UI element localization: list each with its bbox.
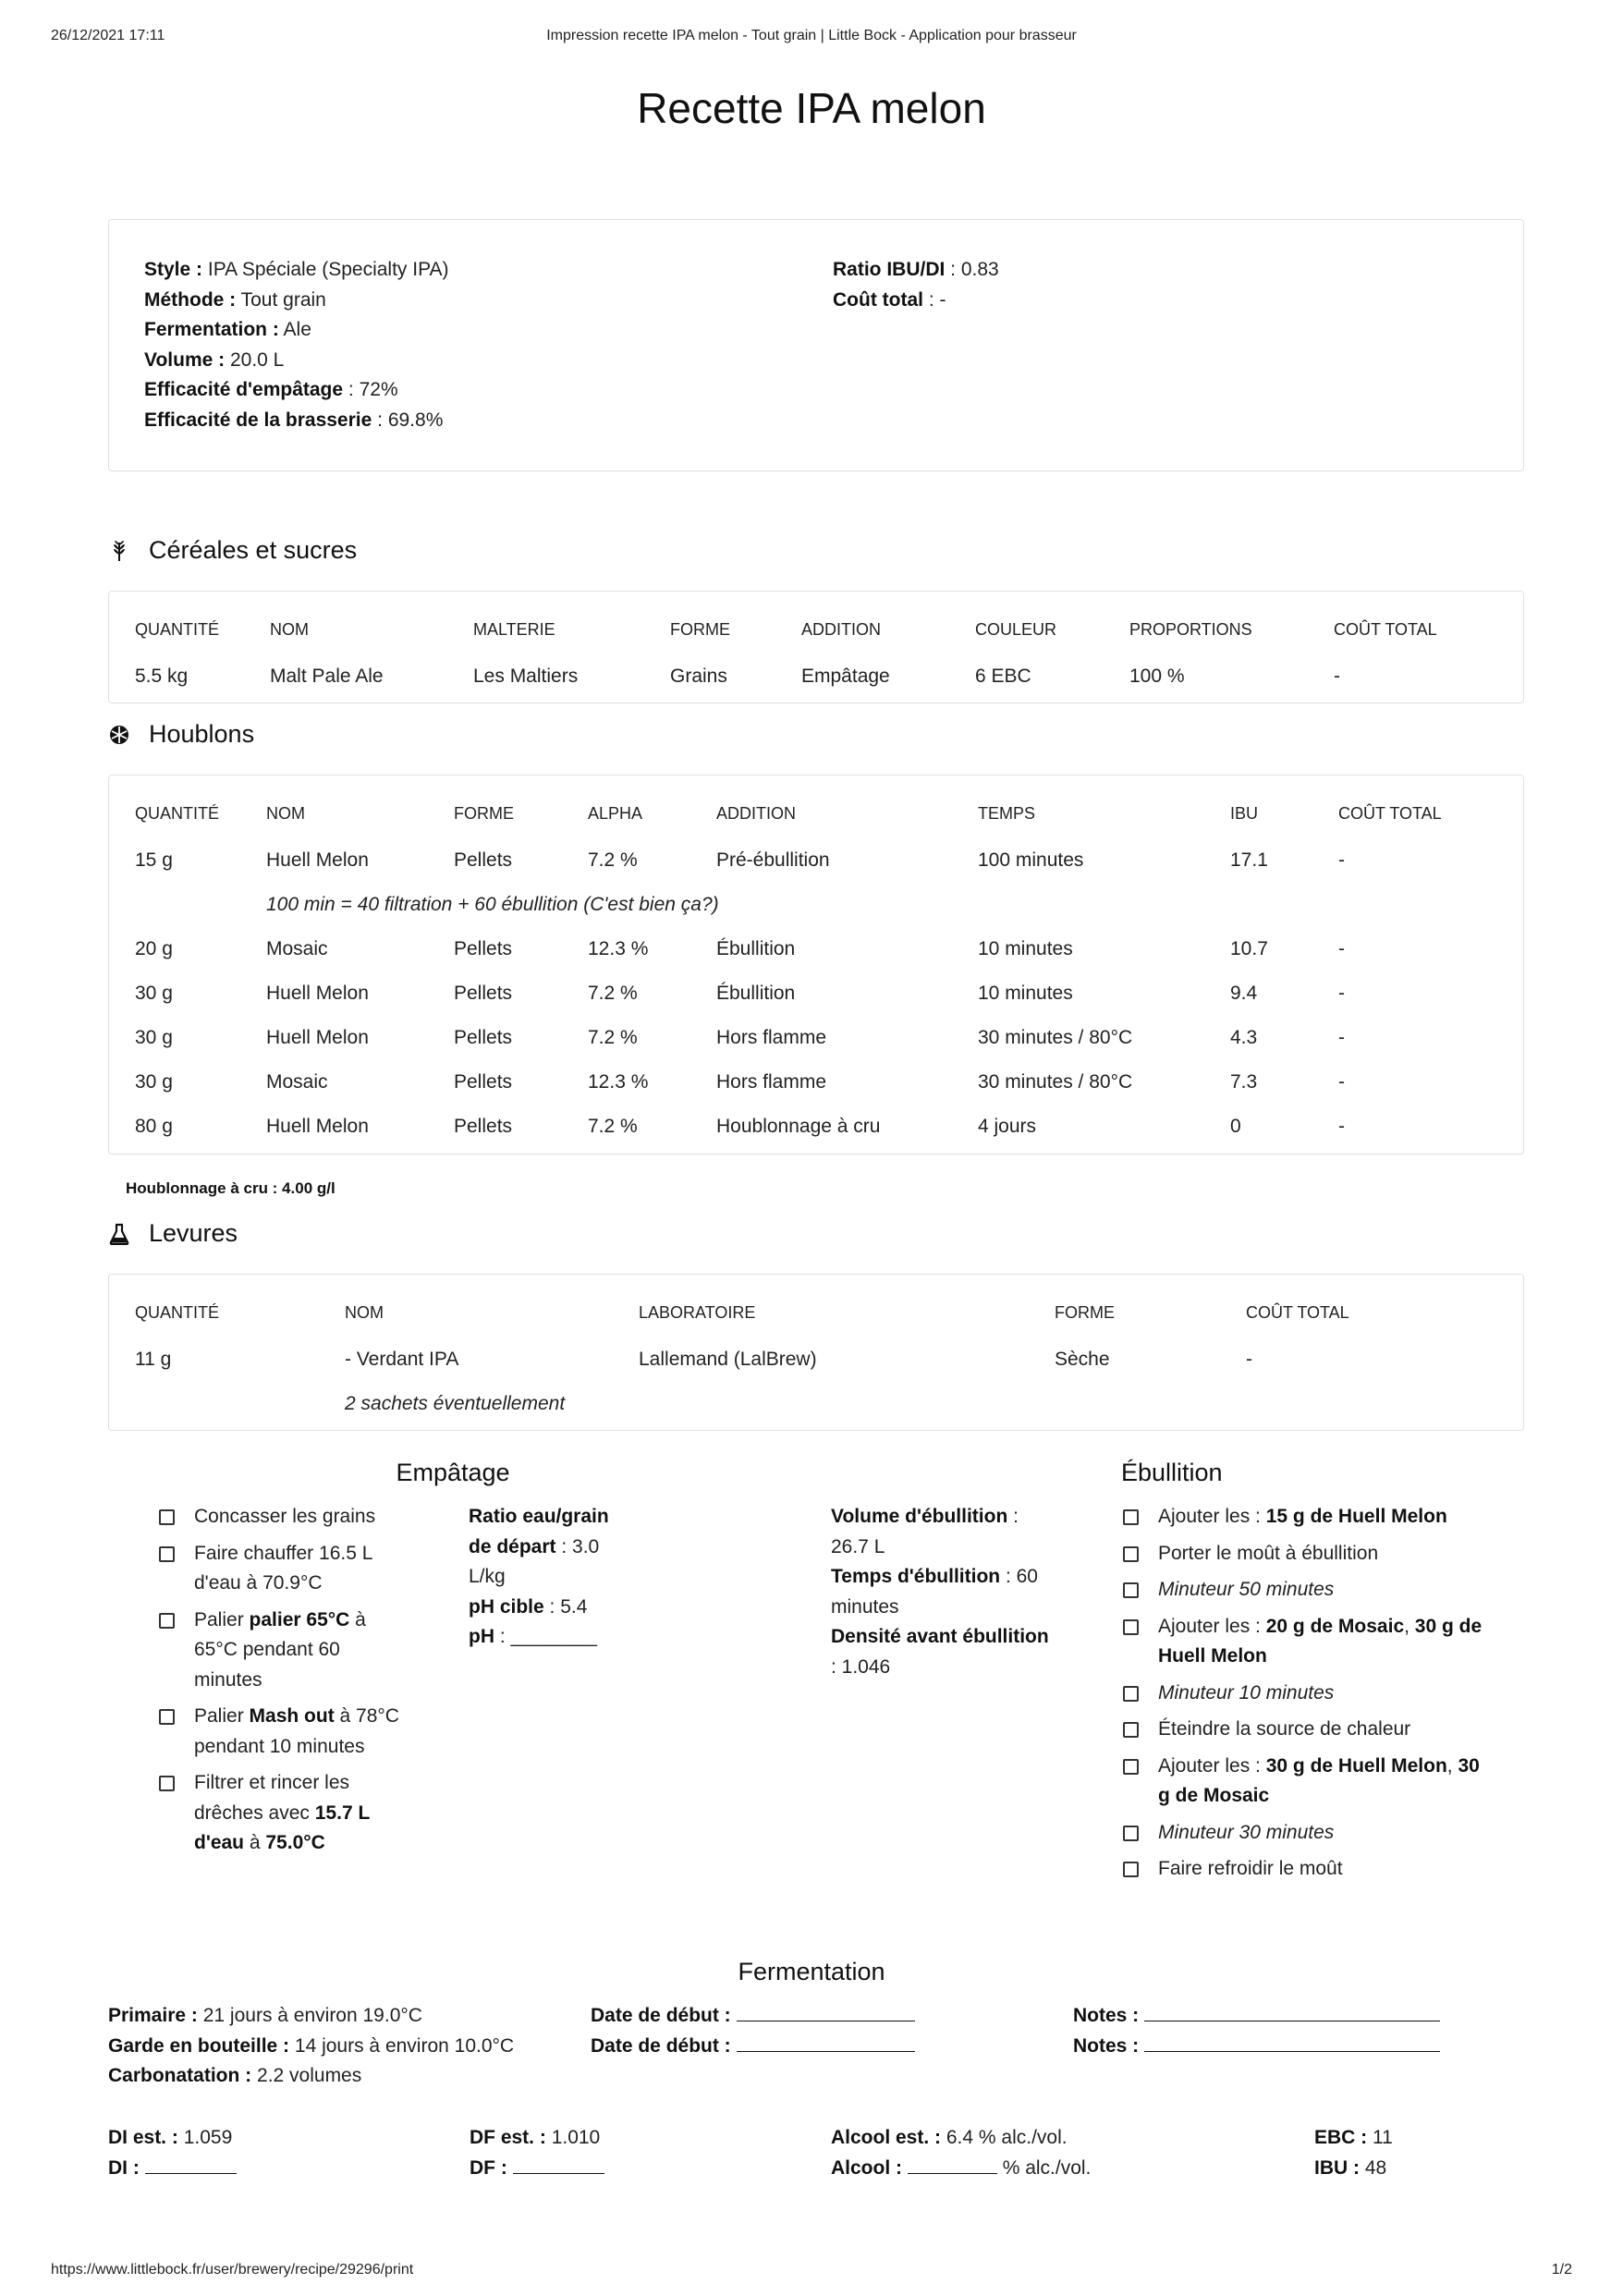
fermentation-primary: Primaire : 21 jours à environ 19.0°C bbox=[108, 2005, 422, 2026]
date-blank[interactable] bbox=[737, 2035, 915, 2052]
boil-step: Minuteur 10 minutes bbox=[1123, 1679, 1493, 1709]
table-note-row bbox=[109, 1382, 1523, 1426]
yeasts-title: Levures bbox=[149, 1219, 238, 1247]
bottle-start-date: Date de début : bbox=[591, 2032, 960, 2062]
mash-ph: pH : ________ bbox=[469, 1626, 597, 1647]
wheat-icon bbox=[108, 539, 130, 563]
primary-start-date: Date de début : bbox=[591, 2001, 960, 2032]
step-checkbox[interactable] bbox=[159, 1546, 175, 1562]
boil-step: Ajouter les : 30 g de Huell Melon, 30 g de Mosaic bbox=[1123, 1752, 1493, 1812]
step-checkbox[interactable] bbox=[159, 1613, 175, 1629]
ebc-value: EBC : 11 bbox=[1314, 2127, 1393, 2148]
mash-ratio: Ratio eau/grain de départ : 3.0 L/kg bbox=[469, 1506, 609, 1587]
cereals-section-title bbox=[108, 536, 357, 565]
column-header: NOM bbox=[345, 1302, 384, 1322]
column-header: ADDITION bbox=[801, 619, 882, 639]
boil-step: Ajouter les : 20 g de Mosaic, 30 g de Huell Melon bbox=[1123, 1612, 1493, 1672]
hop-note: 100 min = 40 filtration + 60 ébullition (C'est bien ça?) bbox=[266, 894, 719, 915]
print-datetime: 26/12/2021 17:11 bbox=[51, 28, 165, 43]
table-row: 30 g Huell Melon Pellets 7.2 % Hors flamme 30 minutes / 80°C 4.3 - bbox=[135, 1027, 1345, 1048]
column-header: COULEUR bbox=[975, 619, 1057, 639]
table-row: 80 g Huell Melon Pellets 7.2 % Houblonnage à cru 4 jours 0 - bbox=[135, 1116, 1345, 1137]
mash-title: Empâtage bbox=[396, 1459, 510, 1486]
boil-step: Éteindre la source de chaleur bbox=[1123, 1715, 1493, 1745]
stat-di bbox=[108, 2123, 385, 2183]
table-row: 11 g - Verdant IPA Lallemand (LalBrew) Sèche - bbox=[135, 1349, 1252, 1370]
column-header: ALPHA bbox=[588, 803, 643, 823]
hops-title: Houblons bbox=[149, 720, 255, 748]
step-checkbox[interactable] bbox=[1123, 1582, 1139, 1598]
mash-step: Concasser les grains bbox=[159, 1502, 409, 1533]
table-note-row bbox=[109, 883, 1523, 927]
mash-step: Palier palier 65°C à 65°C pendant 60 minutes bbox=[159, 1606, 409, 1696]
mash-step: Filtrer et rincer les drêches avec 15.7 L d'eau à 75.0°C bbox=[159, 1768, 409, 1859]
info-column-left bbox=[144, 255, 449, 435]
primary-notes: Notes : bbox=[1073, 2001, 1517, 2032]
column-header: COÛT TOTAL bbox=[1246, 1302, 1349, 1322]
column-header: COÛT TOTAL bbox=[1338, 803, 1442, 823]
di-estimated: DI est. : 1.059 bbox=[108, 2127, 233, 2148]
info-ratio: Ratio IBU/DI : 0.83 bbox=[833, 259, 999, 280]
column-header: ADDITION bbox=[716, 803, 797, 823]
column-header: LABORATOIRE bbox=[639, 1302, 756, 1322]
column-header: COÛT TOTAL bbox=[1334, 619, 1437, 639]
flask-icon bbox=[108, 1222, 130, 1246]
table-row: 5.5 kg Malt Pale Ale Les Maltiers Grains Empâtage 6 EBC 100 % - bbox=[135, 666, 1340, 687]
hops-table bbox=[109, 788, 1523, 1149]
boil-step: Faire refroidir le moût bbox=[1123, 1854, 1493, 1885]
info-cost: Coût total : - bbox=[833, 288, 946, 311]
boil-step: Minuteur 30 minutes bbox=[1123, 1818, 1493, 1849]
info-volume: Volume : 20.0 L bbox=[144, 348, 285, 371]
info-style: Style : IPA Spéciale (Specialty IPA) bbox=[144, 259, 449, 280]
recipe-title: Recette IPA melon bbox=[637, 84, 986, 132]
step-checkbox[interactable] bbox=[1123, 1509, 1139, 1525]
info-brewery-efficiency: Efficacité de la brasserie : 69.8% bbox=[144, 409, 444, 431]
boil-title: Ébullition bbox=[1121, 1459, 1223, 1486]
notes-blank[interactable] bbox=[1144, 2005, 1440, 2021]
alcohol-blank[interactable] bbox=[908, 2157, 997, 2174]
column-header: NOM bbox=[270, 619, 309, 639]
table-header-row bbox=[109, 1288, 1523, 1337]
column-header: QUANTITÉ bbox=[135, 803, 220, 823]
info-method: Méthode : Tout grain bbox=[144, 288, 326, 311]
column-header: QUANTITÉ bbox=[135, 1302, 220, 1322]
stat-df bbox=[470, 2123, 747, 2183]
yeast-note: 2 sachets éventuellement bbox=[345, 1393, 566, 1414]
column-header: FORME bbox=[454, 803, 514, 823]
yeasts-section-title bbox=[108, 1219, 238, 1248]
dry-hop-rate: Houblonnage à cru : 4.00 g/l bbox=[126, 1179, 336, 1197]
boil-time: Temps d'ébullition : 60 minutes bbox=[831, 1566, 1038, 1618]
print-header bbox=[51, 28, 1572, 48]
column-header: NOM bbox=[266, 803, 305, 823]
step-checkbox[interactable] bbox=[1123, 1619, 1139, 1635]
step-checkbox[interactable] bbox=[1123, 1862, 1139, 1877]
table-row: 20 g Mosaic Pellets 12.3 % Ébullition 10 minutes 10.7 - bbox=[135, 938, 1345, 959]
mash-checklist bbox=[159, 1502, 409, 1865]
info-column-right bbox=[833, 255, 999, 315]
stat-alcohol bbox=[831, 2123, 1201, 2183]
step-checkbox[interactable] bbox=[159, 1509, 175, 1525]
column-header: FORME bbox=[670, 619, 730, 639]
column-header: FORME bbox=[1055, 1302, 1115, 1322]
step-checkbox[interactable] bbox=[159, 1709, 175, 1725]
fermentation-carbonation: Carbonatation : 2.2 volumes bbox=[108, 2065, 362, 2086]
alcohol-measured: Alcool : % alc./vol. bbox=[831, 2156, 1092, 2179]
boil-volume: Volume d'ébullition : 26.7 L bbox=[831, 1506, 1019, 1557]
column-header: PROPORTIONS bbox=[1129, 619, 1252, 639]
print-page-title: Impression recette IPA melon - Tout grain | Little Bock - Application pour brasseur bbox=[546, 28, 1077, 43]
mash-parameters bbox=[469, 1502, 616, 1653]
df-measured: DF : bbox=[470, 2154, 747, 2184]
step-checkbox[interactable] bbox=[159, 1776, 175, 1791]
boil-step: Porter le moût à ébullition bbox=[1123, 1539, 1493, 1569]
mash-step: Palier Mash out à 78°C pendant 10 minutes bbox=[159, 1702, 409, 1762]
column-header: IBU bbox=[1230, 803, 1259, 823]
recipe-info-card bbox=[108, 219, 1524, 471]
info-mash-efficiency: Efficacité d'empâtage : 72% bbox=[144, 379, 398, 400]
step-checkbox[interactable] bbox=[1123, 1722, 1139, 1738]
table-row: 30 g Mosaic Pellets 12.3 % Hors flamme 30 minutes / 80°C 7.3 - bbox=[135, 1071, 1345, 1093]
table-header-row bbox=[109, 605, 1523, 654]
df-blank[interactable] bbox=[513, 2157, 604, 2174]
mash-step: Faire chauffer 16.5 L d'eau à 70.9°C bbox=[159, 1539, 409, 1599]
table-header-row bbox=[109, 788, 1523, 838]
stat-color-bitterness bbox=[1314, 2123, 1518, 2183]
print-footer bbox=[51, 2262, 1572, 2282]
hop-icon bbox=[108, 723, 130, 747]
date-blank[interactable] bbox=[737, 2005, 915, 2021]
table-row: 15 g Huell Melon Pellets 7.2 % Pré-ébullition 100 minutes 17.1 - bbox=[135, 849, 1345, 871]
fermentation-dates bbox=[591, 2001, 960, 2061]
boil-step: Minuteur 50 minutes bbox=[1123, 1575, 1493, 1606]
fermentation-stages bbox=[108, 2001, 570, 2092]
table-row: 30 g Huell Melon Pellets 7.2 % Ébullition 10 minutes 9.4 - bbox=[135, 983, 1345, 1004]
info-fermentation: Fermentation : Ale bbox=[144, 319, 311, 340]
fermentation-title: Fermentation bbox=[738, 1958, 885, 1985]
yeasts-table bbox=[109, 1288, 1523, 1426]
boil-step: Ajouter les : 15 g de Huell Melon bbox=[1123, 1502, 1493, 1533]
step-checkbox[interactable] bbox=[1123, 1686, 1139, 1702]
hops-card bbox=[108, 775, 1524, 1154]
ibu-value: IBU : 48 bbox=[1314, 2156, 1387, 2179]
alcohol-estimated: Alcool est. : 6.4 % alc./vol. bbox=[831, 2127, 1068, 2148]
step-checkbox[interactable] bbox=[1123, 1826, 1139, 1841]
step-checkbox[interactable] bbox=[1123, 1759, 1139, 1775]
notes-blank[interactable] bbox=[1144, 2035, 1440, 2052]
column-header: MALTERIE bbox=[473, 619, 555, 639]
hops-section-title bbox=[108, 720, 254, 749]
page-number: 1/2 bbox=[1551, 2262, 1572, 2278]
boil-parameters bbox=[831, 1502, 1053, 1682]
boil-checklist bbox=[1123, 1502, 1493, 1891]
df-estimated: DF est. : 1.010 bbox=[470, 2127, 601, 2148]
cereals-card bbox=[108, 591, 1524, 703]
yeasts-card bbox=[108, 1274, 1524, 1431]
fermentation-bottle: Garde en bouteille : 14 jours à environ 10.0°C bbox=[108, 2034, 515, 2057]
cereals-table bbox=[109, 605, 1523, 699]
mash-ph-target: pH cible : 5.4 bbox=[469, 1595, 588, 1618]
print-url: https://www.littlebock.fr/user/brewery/recipe/29296/print bbox=[51, 2262, 414, 2278]
cereals-title: Céréales et sucres bbox=[149, 536, 358, 564]
fermentation-notes bbox=[1073, 2001, 1517, 2061]
step-checkbox[interactable] bbox=[1123, 1546, 1139, 1562]
column-header: QUANTITÉ bbox=[135, 619, 220, 639]
bottle-notes: Notes : bbox=[1073, 2032, 1517, 2062]
boil-density: Densité avant ébullition : 1.046 bbox=[831, 1626, 1049, 1678]
di-measured: DI : bbox=[108, 2154, 385, 2184]
column-header: TEMPS bbox=[978, 803, 1036, 823]
di-blank[interactable] bbox=[145, 2157, 237, 2174]
